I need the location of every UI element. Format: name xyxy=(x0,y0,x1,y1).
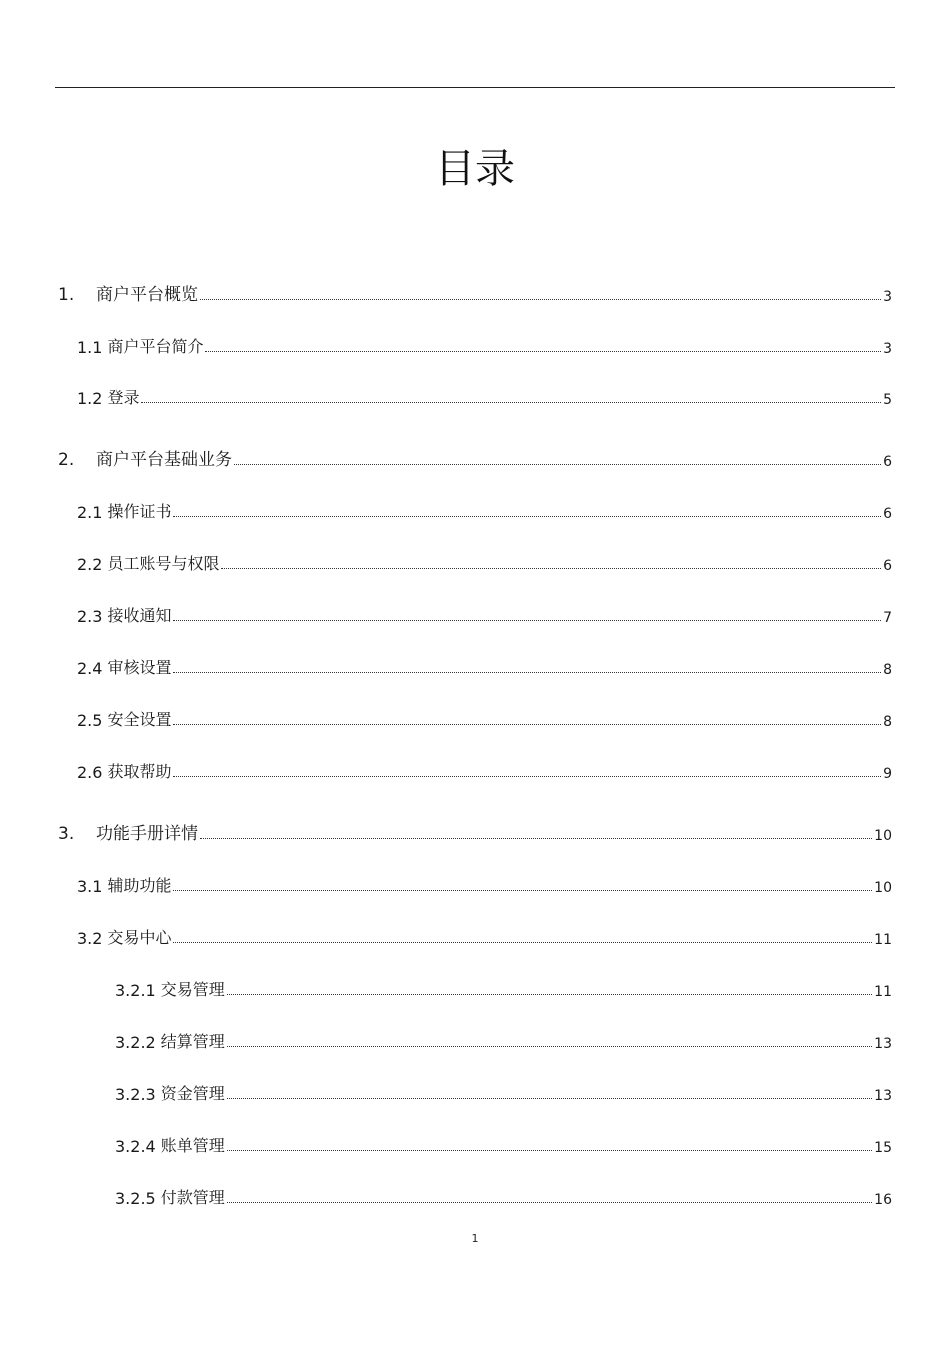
toc-page-number: 6 xyxy=(883,454,892,470)
toc-page-number: 11 xyxy=(874,984,892,1000)
toc-label: 交易中心 xyxy=(107,928,172,947)
toc-entry-2[interactable] xyxy=(58,446,892,470)
toc-label: 付款管理 xyxy=(160,1188,225,1207)
toc-label: 安全设置 xyxy=(107,710,172,729)
toc-page-number: 8 xyxy=(883,714,892,730)
toc-page-number: 15 xyxy=(874,1140,892,1156)
toc-entry-2-4[interactable] xyxy=(77,654,892,678)
toc-entry-1-1[interactable] xyxy=(77,333,892,357)
dot-leader xyxy=(173,942,872,943)
toc-number: 2.6 xyxy=(77,763,103,782)
toc-number: 3.2.3 xyxy=(115,1085,156,1104)
toc-entry-2-1[interactable] xyxy=(77,498,892,522)
toc-entry-3-2[interactable] xyxy=(77,924,892,948)
toc-page-number: 11 xyxy=(874,932,892,948)
toc-page-number: 13 xyxy=(874,1088,892,1104)
toc-page-number: 10 xyxy=(874,880,892,896)
toc-number: 3.2.4 xyxy=(115,1137,156,1156)
toc-label: 资金管理 xyxy=(160,1084,225,1103)
dot-leader xyxy=(227,1202,872,1203)
toc-label: 辅助功能 xyxy=(107,876,172,895)
dot-leader xyxy=(227,1098,872,1099)
dot-leader xyxy=(227,1046,872,1047)
toc-label: 审核设置 xyxy=(107,658,172,677)
dot-leader xyxy=(200,838,872,839)
toc-number: 2.5 xyxy=(77,711,103,730)
toc-number: 2.4 xyxy=(77,659,103,678)
toc-number: 2. xyxy=(58,450,75,470)
toc-label: 交易管理 xyxy=(160,980,225,999)
toc-entry-3-2-5[interactable] xyxy=(115,1184,892,1208)
toc-page-number: 3 xyxy=(883,289,892,305)
toc-entry-2-5[interactable] xyxy=(77,706,892,730)
page-footer-number: 1 xyxy=(471,1232,479,1245)
toc-page-number: 13 xyxy=(874,1036,892,1052)
toc-entry-2-2[interactable] xyxy=(77,550,892,574)
dot-leader xyxy=(173,672,881,673)
dot-leader xyxy=(234,464,881,465)
toc-label: 登录 xyxy=(107,388,140,407)
dot-leader xyxy=(200,299,881,300)
dot-leader xyxy=(227,1150,872,1151)
toc-entry-1[interactable] xyxy=(58,281,892,305)
toc-number: 3. xyxy=(58,824,75,844)
toc-page-number: 6 xyxy=(883,558,892,574)
toc-label: 结算管理 xyxy=(160,1032,225,1051)
toc-label: 账单管理 xyxy=(160,1136,225,1155)
toc-entry-3-2-1[interactable] xyxy=(115,976,892,1000)
toc-label: 操作证书 xyxy=(107,502,172,521)
dot-leader xyxy=(227,994,872,995)
toc-number: 1. xyxy=(58,285,75,305)
dot-leader xyxy=(221,568,881,569)
toc-entry-3-2-2[interactable] xyxy=(115,1028,892,1052)
toc-number: 3.2.2 xyxy=(115,1033,156,1052)
toc-page-number: 10 xyxy=(874,828,892,844)
toc-label: 功能手册详情 xyxy=(96,824,198,844)
dot-leader xyxy=(173,724,881,725)
dot-leader xyxy=(173,890,872,891)
toc-entry-2-3[interactable] xyxy=(77,602,892,626)
toc-number: 3.2.1 xyxy=(115,981,156,1000)
dot-leader xyxy=(173,620,881,621)
toc-page-number: 9 xyxy=(883,766,892,782)
toc-label: 商户平台简介 xyxy=(107,337,204,356)
dot-leader xyxy=(205,351,881,352)
toc-page-number: 16 xyxy=(874,1192,892,1208)
toc-label: 接收通知 xyxy=(107,606,172,625)
toc-page-number: 7 xyxy=(883,610,892,626)
toc-label: 商户平台概览 xyxy=(96,285,198,305)
toc-number: 2.2 xyxy=(77,555,103,574)
toc-entry-3-2-4[interactable] xyxy=(115,1132,892,1156)
toc-entry-3-2-3[interactable] xyxy=(115,1080,892,1104)
toc-number: 3.2.5 xyxy=(115,1189,156,1208)
page-title: 目录 xyxy=(435,146,515,192)
toc-page-number: 3 xyxy=(883,341,892,357)
toc-label: 商户平台基础业务 xyxy=(96,450,232,470)
toc-number: 1.2 xyxy=(77,389,103,408)
toc-number: 3.2 xyxy=(77,929,103,948)
toc-number: 1.1 xyxy=(77,338,103,357)
toc-page-number: 6 xyxy=(883,506,892,522)
toc-label: 获取帮助 xyxy=(107,762,172,781)
toc-page-number: 5 xyxy=(883,392,892,408)
toc-number: 3.1 xyxy=(77,877,103,896)
toc-number: 2.1 xyxy=(77,503,103,522)
toc-page-number: 8 xyxy=(883,662,892,678)
dot-leader xyxy=(141,402,881,403)
dot-leader xyxy=(173,776,881,777)
dot-leader xyxy=(173,516,881,517)
toc-number: 2.3 xyxy=(77,607,103,626)
toc-entry-2-6[interactable] xyxy=(77,758,892,782)
toc-entry-1-2[interactable] xyxy=(77,384,892,408)
toc-entry-3[interactable] xyxy=(58,820,892,844)
toc-label: 员工账号与权限 xyxy=(107,554,220,573)
toc-entry-3-1[interactable] xyxy=(77,872,892,896)
